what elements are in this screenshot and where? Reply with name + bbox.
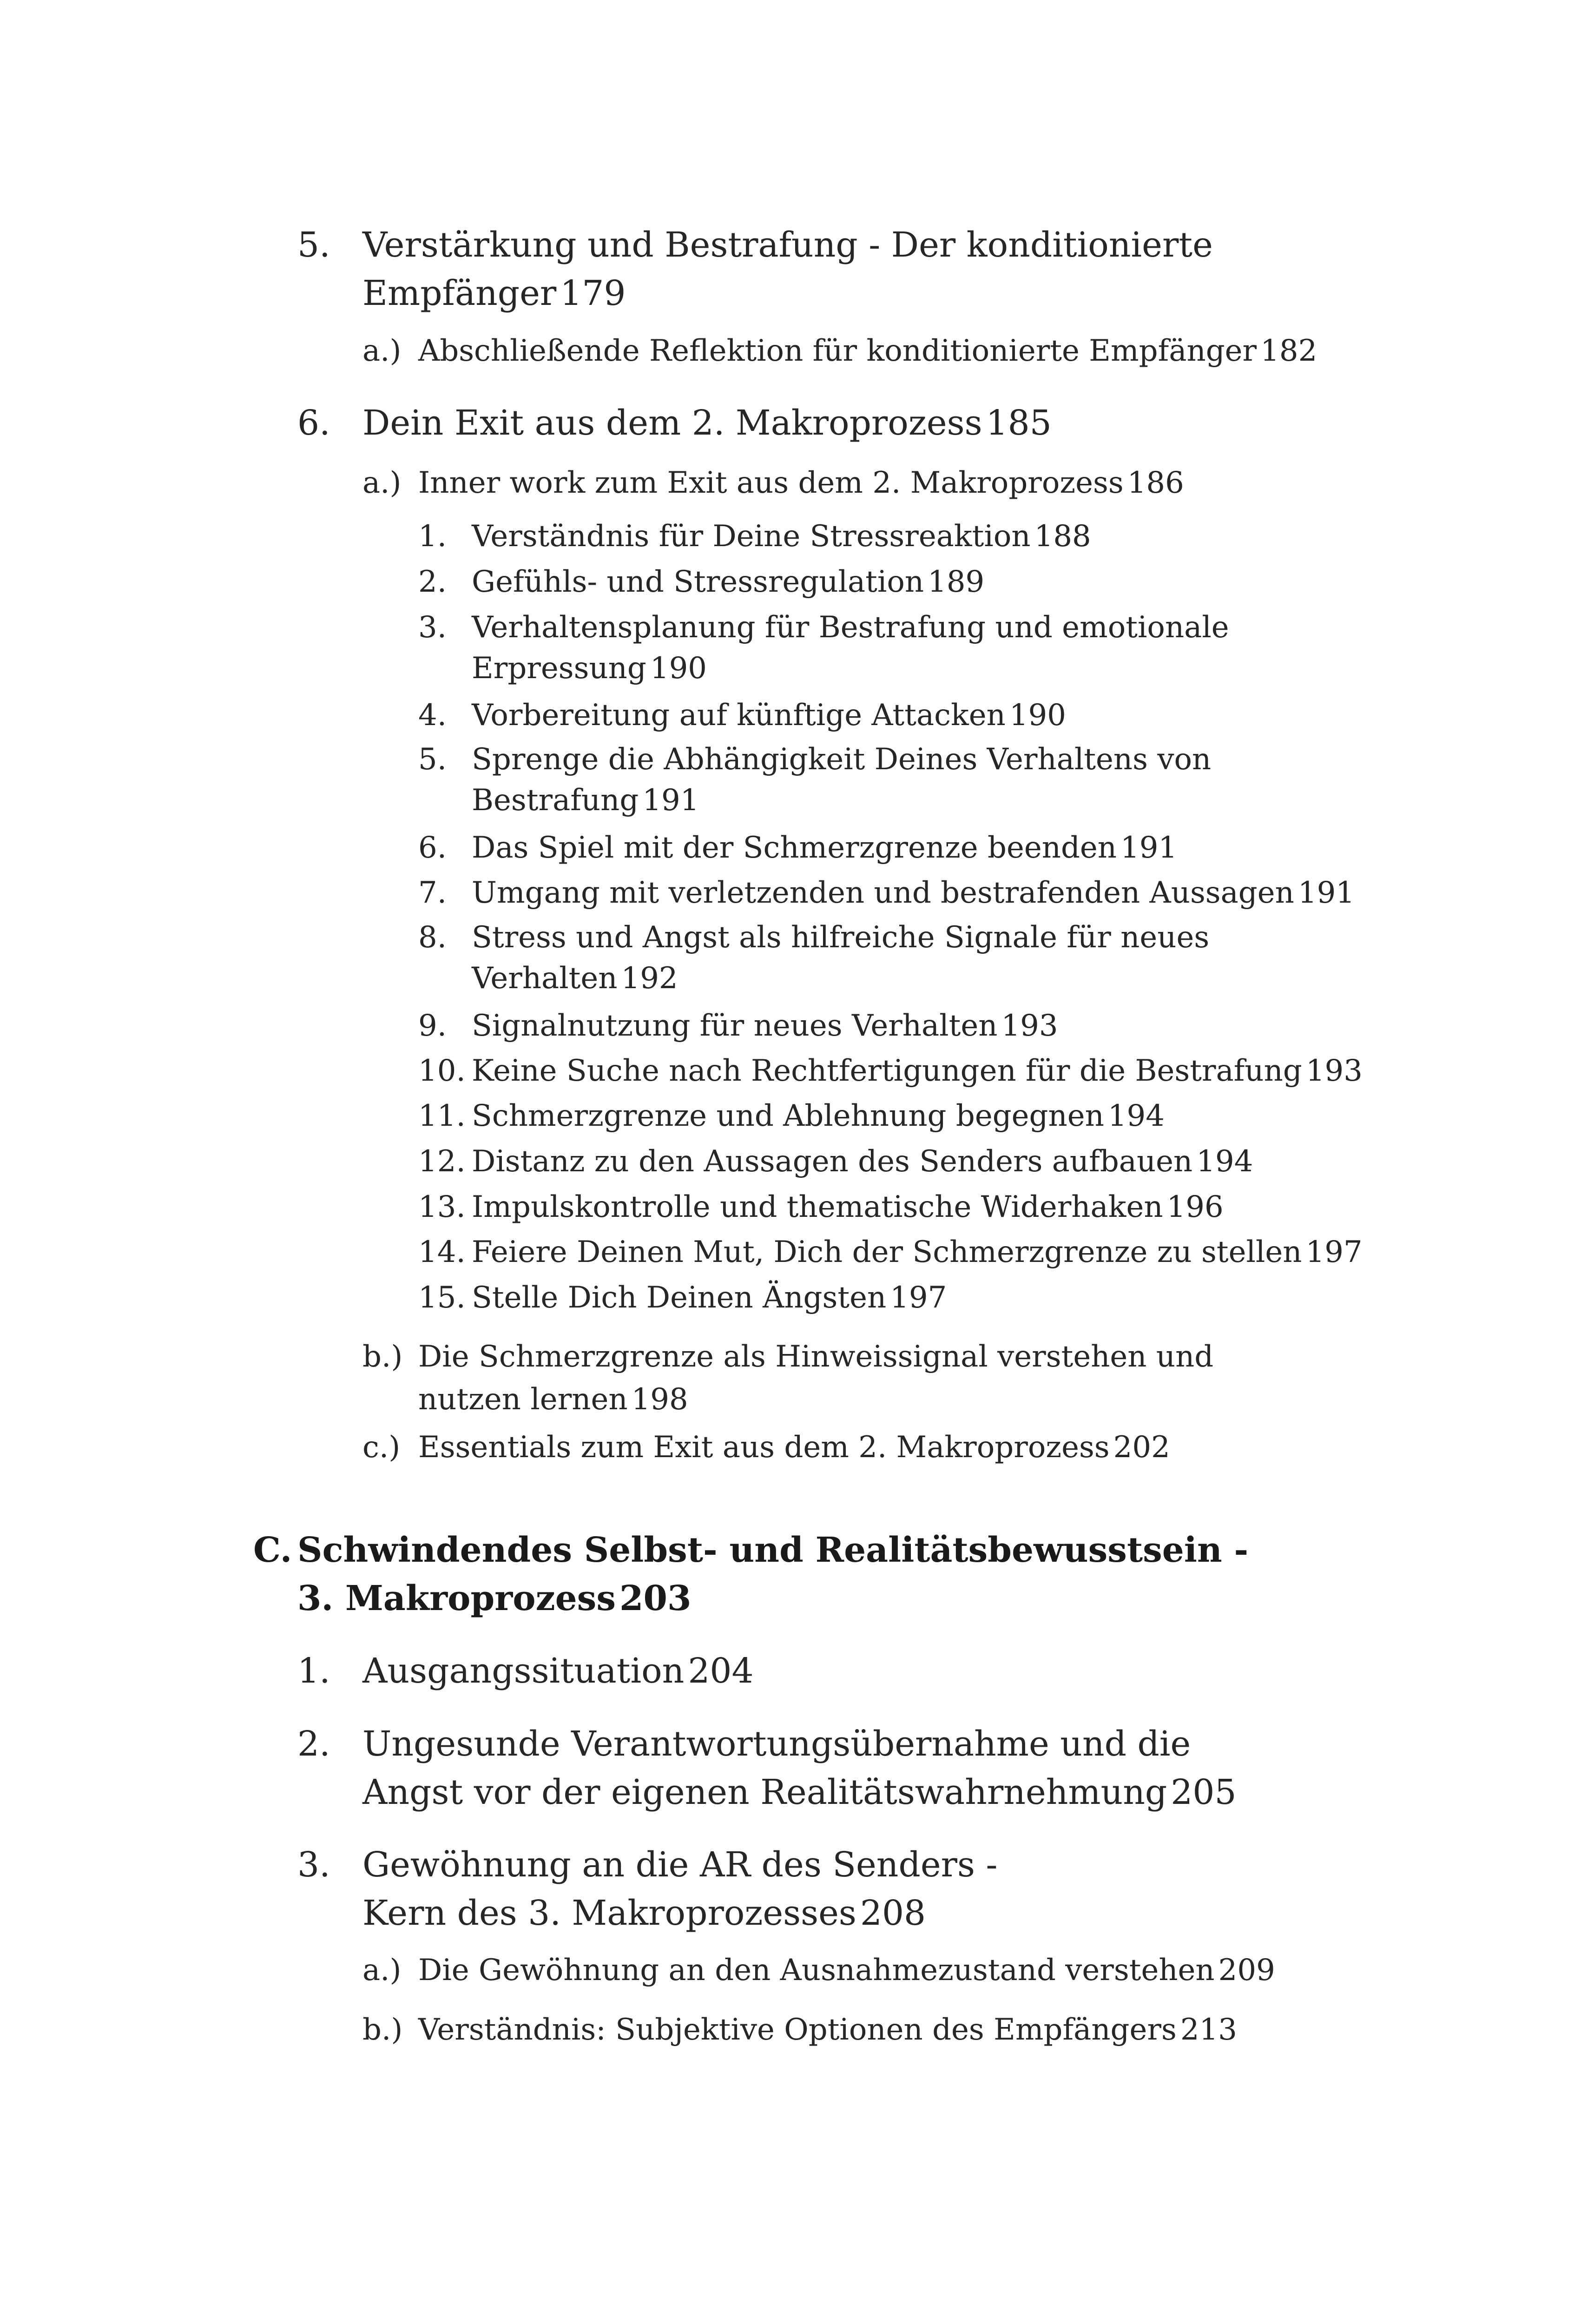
entry-number: 12.: [418, 1144, 466, 1179]
entry-title: Erpressung: [472, 651, 646, 686]
page-number: 190: [1009, 698, 1066, 733]
page-number: 194: [1107, 1099, 1165, 1133]
entry-title: Feiere Deinen Mut, Dich der Schmerzgrenze zu stellen: [472, 1235, 1302, 1269]
entry-title: Abschließende Reflektion für konditionierte Empfänger: [418, 334, 1257, 368]
page-number: 191: [642, 783, 699, 818]
entry-title: nutzen lernen: [418, 1382, 628, 1417]
page-number: 186: [1127, 466, 1184, 500]
page-number: 213: [1180, 2013, 1237, 2047]
page-number: 182: [1260, 334, 1317, 368]
page-number: 209: [1218, 1953, 1275, 1987]
entry-title: Verstärkung und Bestrafung - Der konditionierte: [362, 225, 1213, 265]
entry-title: Gefühls- und Stressregulation: [472, 565, 924, 599]
page-number: 205: [1171, 1772, 1237, 1812]
page-number: 185: [986, 403, 1052, 443]
entry-number: 11.: [418, 1099, 466, 1133]
entry-number: 2.: [297, 1724, 330, 1764]
page-number: 191: [1297, 876, 1355, 910]
entry-title: Signalnutzung für neues Verhalten: [472, 1009, 998, 1043]
entry-title: Ausgangssituation: [362, 1651, 685, 1691]
entry-title: Gewöhnung an die AR des Senders -: [362, 1845, 998, 1885]
page-number: 189: [928, 565, 985, 599]
entry-number: a.): [362, 466, 402, 500]
entry-title: Vorbereitung auf künftige Attacken: [472, 698, 1006, 733]
entry-title: Schmerzgrenze und Ablehnung begegnen: [472, 1099, 1104, 1133]
entry-number: 13.: [418, 1190, 466, 1224]
entry-title: Essentials zum Exit aus dem 2. Makroprozess: [418, 1430, 1110, 1465]
entry-title: Stelle Dich Deinen Ängsten: [472, 1281, 887, 1315]
page-number: 194: [1196, 1144, 1253, 1179]
entry-number: 1.: [418, 519, 447, 554]
entry-title: Verständnis für Deine Stressreaktion: [472, 519, 1031, 554]
entry-number: 9.: [418, 1009, 447, 1043]
entry-title: Verständnis: Subjektive Optionen des Empfängers: [418, 2013, 1177, 2047]
page-number: 190: [650, 651, 707, 686]
entry-title: Kern des 3. Makroprozesses: [362, 1893, 856, 1933]
page-number: 203: [619, 1578, 692, 1618]
entry-number: 6.: [297, 403, 330, 443]
entry-number: 4.: [418, 698, 447, 733]
entry-number: 8.: [418, 920, 447, 955]
entry-number: 5.: [297, 225, 330, 265]
page-number: 208: [860, 1893, 926, 1933]
entry-number: 10.: [418, 1054, 466, 1088]
entry-number: 7.: [418, 876, 447, 910]
entry-title: Keine Suche nach Rechtfertigungen für die Bestrafung: [472, 1054, 1302, 1088]
entry-title: Dein Exit aus dem 2. Makroprozess: [362, 403, 982, 443]
entry-number: c.): [362, 1430, 401, 1465]
page-number: 198: [631, 1382, 688, 1417]
entry-number: 15.: [418, 1281, 466, 1315]
entry-title: Sprenge die Abhängigkeit Deines Verhaltens von: [472, 742, 1212, 777]
entry-title: Schwindendes Selbst- und Realitätsbewusstsein -: [297, 1530, 1249, 1570]
entry-number: a.): [362, 334, 402, 368]
entry-number: 1.: [297, 1651, 330, 1691]
page-number: 197: [1305, 1235, 1363, 1269]
page-number: 192: [621, 961, 678, 996]
entry-number: 5.: [418, 742, 447, 777]
page-number: 191: [1120, 831, 1178, 865]
entry-title: Die Schmerzgrenze als Hinweissignal verstehen und: [418, 1340, 1214, 1374]
entry-title: Verhalten: [472, 961, 618, 996]
page-number: 188: [1034, 519, 1091, 554]
entry-number: C.: [253, 1530, 292, 1570]
page-number: 197: [890, 1281, 947, 1315]
entry-title: Verhaltensplanung für Bestrafung und emotionale: [472, 610, 1229, 645]
entry-number: b.): [362, 2013, 403, 2047]
entry-title: Bestrafung: [472, 783, 639, 818]
entry-number: 3.: [297, 1845, 330, 1885]
entry-number: 14.: [418, 1235, 466, 1269]
entry-title: Die Gewöhnung an den Ausnahmezustand verstehen: [418, 1953, 1215, 1987]
entry-number: 6.: [418, 831, 447, 865]
entry-title: 3. Makroprozess: [297, 1578, 616, 1618]
page-number: 196: [1166, 1190, 1224, 1224]
entry-title: Angst vor der eigenen Realitätswahrnehmung: [362, 1772, 1167, 1812]
entry-title: Umgang mit verletzenden und bestrafenden Aussagen: [472, 876, 1294, 910]
entry-title: Inner work zum Exit aus dem 2. Makroprozess: [418, 466, 1124, 500]
entry-title: Stress und Angst als hilfreiche Signale für neues: [472, 920, 1210, 955]
page-number: 193: [1305, 1054, 1363, 1088]
entry-number: b.): [362, 1340, 403, 1374]
entry-title: Ungesunde Verantwortungsübernahme und die: [362, 1724, 1191, 1764]
entry-title: Das Spiel mit der Schmerzgrenze beenden: [472, 831, 1117, 865]
entry-title: Empfänger: [362, 273, 557, 313]
entry-number: a.): [362, 1953, 402, 1987]
page-number: 204: [688, 1651, 754, 1691]
entry-title: Distanz zu den Aussagen des Senders aufbauen: [472, 1144, 1193, 1179]
entry-number: 2.: [418, 565, 447, 599]
entry-title: Impulskontrolle und thematische Widerhaken: [472, 1190, 1163, 1224]
page-number: 193: [1001, 1009, 1058, 1043]
page-number: 179: [560, 273, 626, 313]
entry-number: 3.: [418, 610, 447, 645]
page-number: 202: [1113, 1430, 1170, 1465]
